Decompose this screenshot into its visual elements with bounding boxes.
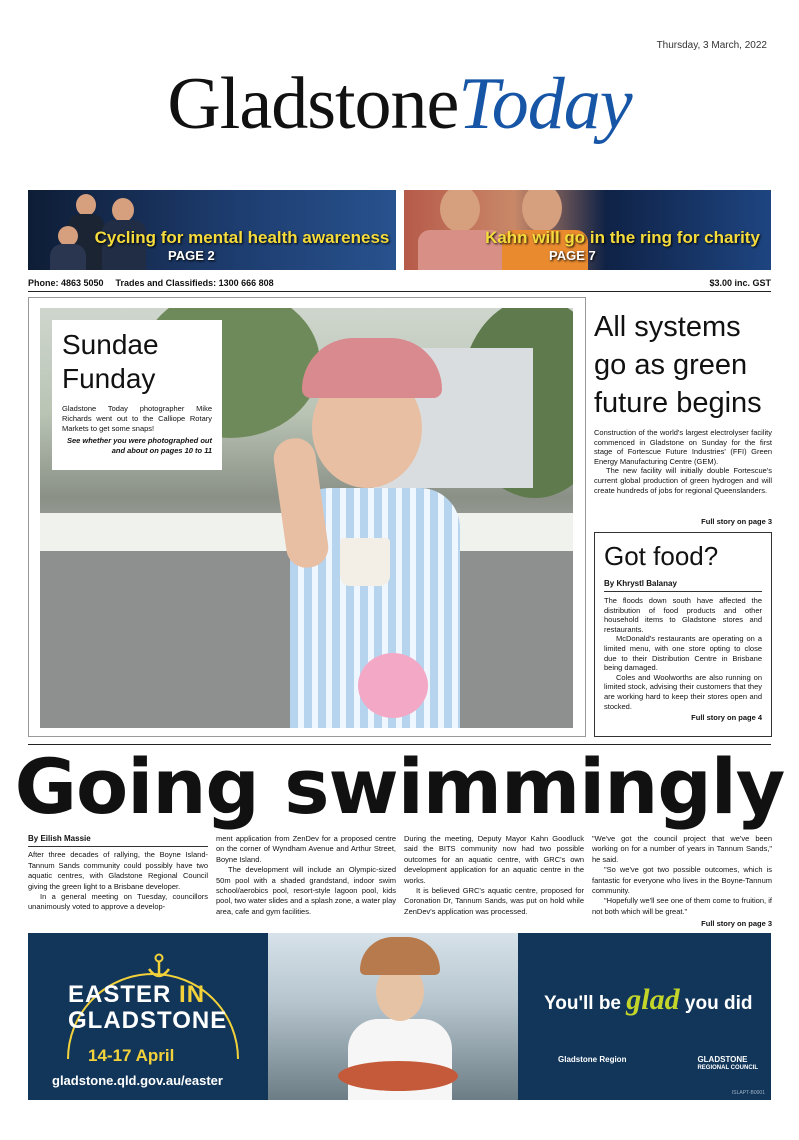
food-paragraph: McDonald's restaurants are operating on a limited menu, with one store opting to close due to their Distribution Centre in Brisbane being damaged. <box>604 634 762 673</box>
teaser-page: PAGE 7 <box>549 248 596 263</box>
food-headline[interactable]: Got food? <box>604 541 719 571</box>
ad-photo <box>268 933 518 1100</box>
main-paragraph: The development will include an Olympic-sized 50m pool with a shaded grandstand, indoor swim school/aerobics pool, resort-style lagoon pool, kids pool, two water slides and a splash zone, a water play area, cafe and gym facilities. <box>216 865 396 916</box>
teaser-cycling[interactable] <box>28 190 396 270</box>
easter-title-line2: GLADSTONE <box>68 1007 228 1034</box>
main-paragraph: "Hopefully we'll see one of them come to fruition, if not both which will be great." <box>592 896 772 916</box>
main-paragraph: In a general meeting on Tuesday, councillors unanimously voted to approve a develop- <box>28 892 208 912</box>
main-column-3 <box>404 834 584 917</box>
council-logo-line2: REGIONAL COUNCIL <box>697 1065 758 1071</box>
masthead[interactable] <box>0 62 799 147</box>
easter-in: IN <box>179 981 206 1008</box>
easter-title-line1 <box>68 981 205 1009</box>
food-paragraph: Coles and Woolworths are also running on limited stock, advising their customers that they are working hard to keep their stores open and stocked. <box>604 672 762 711</box>
easter-dates: 14-17 April <box>88 1046 175 1065</box>
sundae-text: Gladstone Today photographer Mike Richards went out to the Calliope Rotary Markets to get some snaps! <box>62 404 212 433</box>
ad-logos <box>558 1055 758 1073</box>
teaser-page: PAGE 2 <box>168 248 215 263</box>
sundae-caption-box <box>52 320 222 470</box>
sundae-title-line1: Sundae <box>62 329 159 360</box>
slogan-part1: You'll be <box>544 993 622 1014</box>
food-more-link[interactable]: Full story on page 4 <box>691 713 762 723</box>
masthead-today: Today <box>458 63 632 145</box>
main-column-1 <box>28 834 208 913</box>
main-paragraph: "So we've got two possible outcomes, which is fantastic for everyone who lives in the Boyne-Tannum community. <box>592 865 772 896</box>
issue-date: Thursday, 3 March, 2022 <box>656 40 767 51</box>
easter-advertisement[interactable] <box>28 933 771 1100</box>
food-story-box <box>594 532 772 737</box>
main-paragraph: ment application from ZenDev for a proposed centre on the corner of Wyndham Avenue and Arthur Street, Boyne Island. <box>216 834 396 864</box>
food-byline: By Khrystl Balanay <box>604 579 762 592</box>
main-more-link[interactable]: Full story on page 3 <box>701 919 772 929</box>
slogan-glad: glad <box>626 983 680 1016</box>
easter-url[interactable]: gladstone.qld.gov.au/easter <box>52 1073 223 1088</box>
green-story <box>594 428 772 495</box>
ad-code: ISLAPT-B0001 <box>731 1090 765 1096</box>
teaser-headline: Kahn will go in the ring for charity <box>485 228 760 247</box>
main-column-2 <box>216 834 396 917</box>
council-logo <box>697 1055 758 1073</box>
main-headline[interactable]: Going swimmingly <box>14 742 785 831</box>
green-paragraph: The new facility will initially double Fortescue's current global production of green hydrogen and will create hundreds of jobs for regional Queenslanders. <box>594 466 772 495</box>
main-paragraph: During the meeting, Deputy Mayor Kahn Goodluck said the BITS community now had two possible outcomes for an aquatic centre, with GRC's own development application for an aquatic centre in the works. <box>404 834 584 885</box>
teaser-kahn[interactable] <box>404 190 771 270</box>
phone-number: Phone: 4863 5050 <box>28 278 104 288</box>
ad-slogan <box>544 983 752 1017</box>
masthead-gladstone: Gladstone <box>167 63 459 145</box>
gladstone-region-logo: Gladstone Region <box>558 1055 627 1064</box>
classifieds-number: Trades and Classifieds: 1300 666 808 <box>115 278 274 288</box>
council-logo-line1: GLADSTONE <box>697 1055 748 1064</box>
easter-word: EASTER <box>68 981 172 1008</box>
info-bar <box>28 278 771 292</box>
green-more-link[interactable]: Full story on page 3 <box>701 517 772 526</box>
main-paragraph: It is believed GRC's aquatic centre, proposed for Coronation Dr, Tannum Sands, was put on hold while ZenDev's application was processed. <box>404 886 584 916</box>
teaser-headline: Cycling for mental health awareness <box>94 228 390 247</box>
main-column-4 <box>592 834 772 930</box>
green-paragraph: Construction of the world's largest electrolyser facility commenced in Gladstone on Sunday for the first stage of Fortescue Future Industries' (FFI) Green Energy Manufacturing Centre (GEM). <box>594 428 772 466</box>
sundae-note: See whether you were photographed out and about on pages 10 to 11 <box>66 436 212 455</box>
slogan-part2: you did <box>684 993 753 1014</box>
price: $3.00 inc. GST <box>709 278 771 288</box>
main-byline: By Eilish Massie <box>28 834 208 847</box>
food-paragraph: The floods down south have affected the distribution of food products and other household items to Gladstone stores and restaurants. <box>604 596 762 634</box>
sundae-title-line2: Funday <box>62 363 156 394</box>
main-paragraph: After three decades of rallying, the Boyne Island-Tannum Sands community could possibly have two aquatic centres, with Gladstone Regional Council giving the green light to a Brisbane developer. <box>28 850 208 891</box>
main-paragraph: "We've got the council project that we've been working on for a number of years in Tannum Sands," he said. <box>592 834 772 864</box>
green-headline[interactable]: All systems go as green future begins <box>594 311 762 419</box>
